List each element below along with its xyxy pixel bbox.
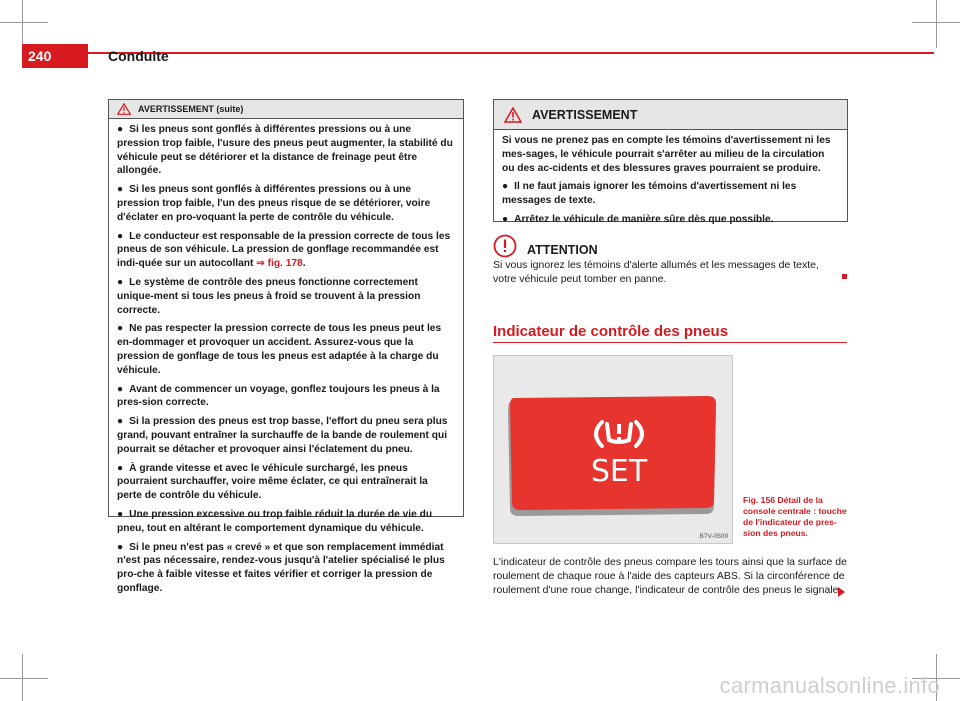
- caution-text: Si vous ignorez les témoins d'alerte allumés et les messages de texte, votre véhicule peut tomber en panne.: [493, 259, 819, 285]
- list-item-text: Si la pression des pneus est trop basse, l'effort du pneu sera plus grand, pouvant entraîner la surchauffe de la bande de roulement qui pourrait se détacher et provoquer ainsi l'éclatement du pneu.: [117, 416, 448, 455]
- set-button-illustration: [494, 356, 733, 544]
- bullet: ●: [117, 508, 124, 520]
- bullet: ●: [117, 416, 124, 428]
- list-item-text: À grande vitesse et avec le véhicule surchargé, les pneus pourraient surchauffer, voire même éclater, ce qui entraînerait la perte de contrôle du véhicule.: [117, 462, 428, 502]
- caution-exclamation-icon: [493, 234, 517, 258]
- warning-header: [494, 100, 847, 130]
- page-number: 240: [22, 44, 88, 68]
- list-item: [117, 230, 455, 271]
- list-item-text: Il ne faut jamais ignorer les témoins d'avertissement ni les messages de texte.: [502, 181, 797, 207]
- list-item: [502, 213, 839, 227]
- list-item-text: Le conducteur est responsable de la pression correcte de tous les pneus de son véhicule. La pression de gonflage recommandée est indi-quée sur un autocollant: [117, 230, 451, 270]
- warning-box: [493, 99, 848, 225]
- list-item: [117, 276, 455, 317]
- warning-body: [109, 119, 463, 596]
- crop-mark: [0, 678, 48, 679]
- section-rule: [493, 342, 847, 343]
- list-item: [117, 383, 455, 411]
- list-item-text: Si le pneu n'est pas « crevé » et que son remplacement immédiat n'est pas nécessaire, rendez-vous jusqu'à l'atelier spécialisé le plus pro-che à faible vitesse et faites vérifier et corriger la pression de gonflage.: [117, 541, 445, 594]
- figure-code: B7V-0509: [699, 533, 728, 540]
- page-title: Conduite: [108, 48, 169, 64]
- bullet: ●: [117, 276, 124, 288]
- crop-mark: [22, 654, 23, 701]
- bullet: ●: [117, 383, 124, 395]
- link-suffix: .: [302, 258, 306, 270]
- bullet: ●: [117, 462, 124, 474]
- warning-continued-box: [108, 99, 464, 594]
- warning-title: AVERTISSEMENT: [532, 107, 638, 122]
- list-item-text: Avant de commencer un voyage, gonflez toujours les pneus à la pres-sion correcte.: [117, 383, 440, 409]
- bullet: ●: [502, 181, 509, 193]
- bullet: ●: [117, 541, 124, 553]
- warning-header: [109, 100, 463, 119]
- list-item-text: Une pression excessive ou trop faible réduit la durée de vie du pneu, tout en altérant le comportement dynamique du véhicule.: [117, 508, 433, 534]
- body-paragraph: L'indicateur de contrôle des pneus compare les tours ainsi que la surface de roulement de chaque roue à l'aide des capteurs ABS. Si la circonférence de roulement d'une roue change, l'indicateur de contrôle des pneus le signale: [493, 556, 847, 596]
- list-item: [502, 180, 839, 208]
- crop-mark: [936, 0, 937, 48]
- list-item: [117, 183, 455, 224]
- warning-triangle-icon: [504, 107, 522, 123]
- figure-caption: Fig. 156 Détail de la console centrale : touche de l'indicateur de pres-sion des pneus.: [743, 495, 847, 538]
- bullet: ●: [117, 124, 124, 135]
- watermark: carmanualsonline.info: [719, 673, 940, 698]
- caution-title: ATTENTION: [527, 243, 598, 257]
- list-item-text: Si les pneus sont gonflés à différentes pressions ou à une pression trop faible, l'un des pneus risque de se détériorer, voire d'éclater en pro-voquant la perte de contrôle du véhicule.: [117, 184, 431, 223]
- warning-triangle-icon: [117, 103, 131, 115]
- figure-link[interactable]: ⇒ fig. 178: [256, 258, 303, 270]
- crop-mark: [22, 0, 23, 48]
- warning-title: AVERTISSEMENT (suite): [138, 104, 244, 114]
- list-item: [117, 415, 455, 456]
- warning-intro: Si vous ne prenez pas en compte les témoins d'avertissement ni les mes-sages, le véhicule pourrait s'arrêter au milieu de la circulation ou des ac-cidents et des blessures graves pourraient se produire.: [502, 135, 831, 174]
- section-title: Indicateur de contrôle des pneus: [493, 323, 729, 340]
- list-item: [117, 508, 455, 536]
- set-button-label: SET: [590, 454, 648, 489]
- bullet: ●: [117, 184, 124, 196]
- list-item-text: Arrêtez le véhicule de manière sûre dès que possible.: [514, 213, 774, 225]
- list-item: [117, 322, 455, 377]
- list-item-text: Ne pas respecter la pression correcte de tous les pneus peut les en-dommager et provoquer un accident. Assurez-vous que la pression de gonflage de tous les pneus est adaptée à la charge du véhicule.: [117, 323, 442, 376]
- figure-tire-pressure-button: [493, 355, 733, 544]
- bullet: ●: [117, 230, 124, 242]
- list-item-text: Si les pneus sont gonflés à différentes pressions ou à une pression trop faible, l'usure des pneus peut augmenter, la stabilité du véhicule peut se détériorer et la distance de freinage peut être allongée.: [117, 124, 453, 177]
- list-item: [117, 123, 455, 178]
- crop-mark: [0, 22, 48, 23]
- bullet: ●: [502, 213, 509, 225]
- continue-arrow-icon: [838, 587, 845, 597]
- warning-body: [494, 130, 847, 227]
- caution-heading: [493, 234, 598, 258]
- end-of-section-marker: [842, 274, 847, 279]
- list-item-text: Le système de contrôle des pneus fonctionne correctement unique-ment si tous les pneus à froid se trouvent à la pression correcte.: [117, 276, 421, 316]
- list-item: [117, 541, 455, 596]
- bullet: ●: [117, 323, 124, 335]
- list-item: [117, 462, 455, 503]
